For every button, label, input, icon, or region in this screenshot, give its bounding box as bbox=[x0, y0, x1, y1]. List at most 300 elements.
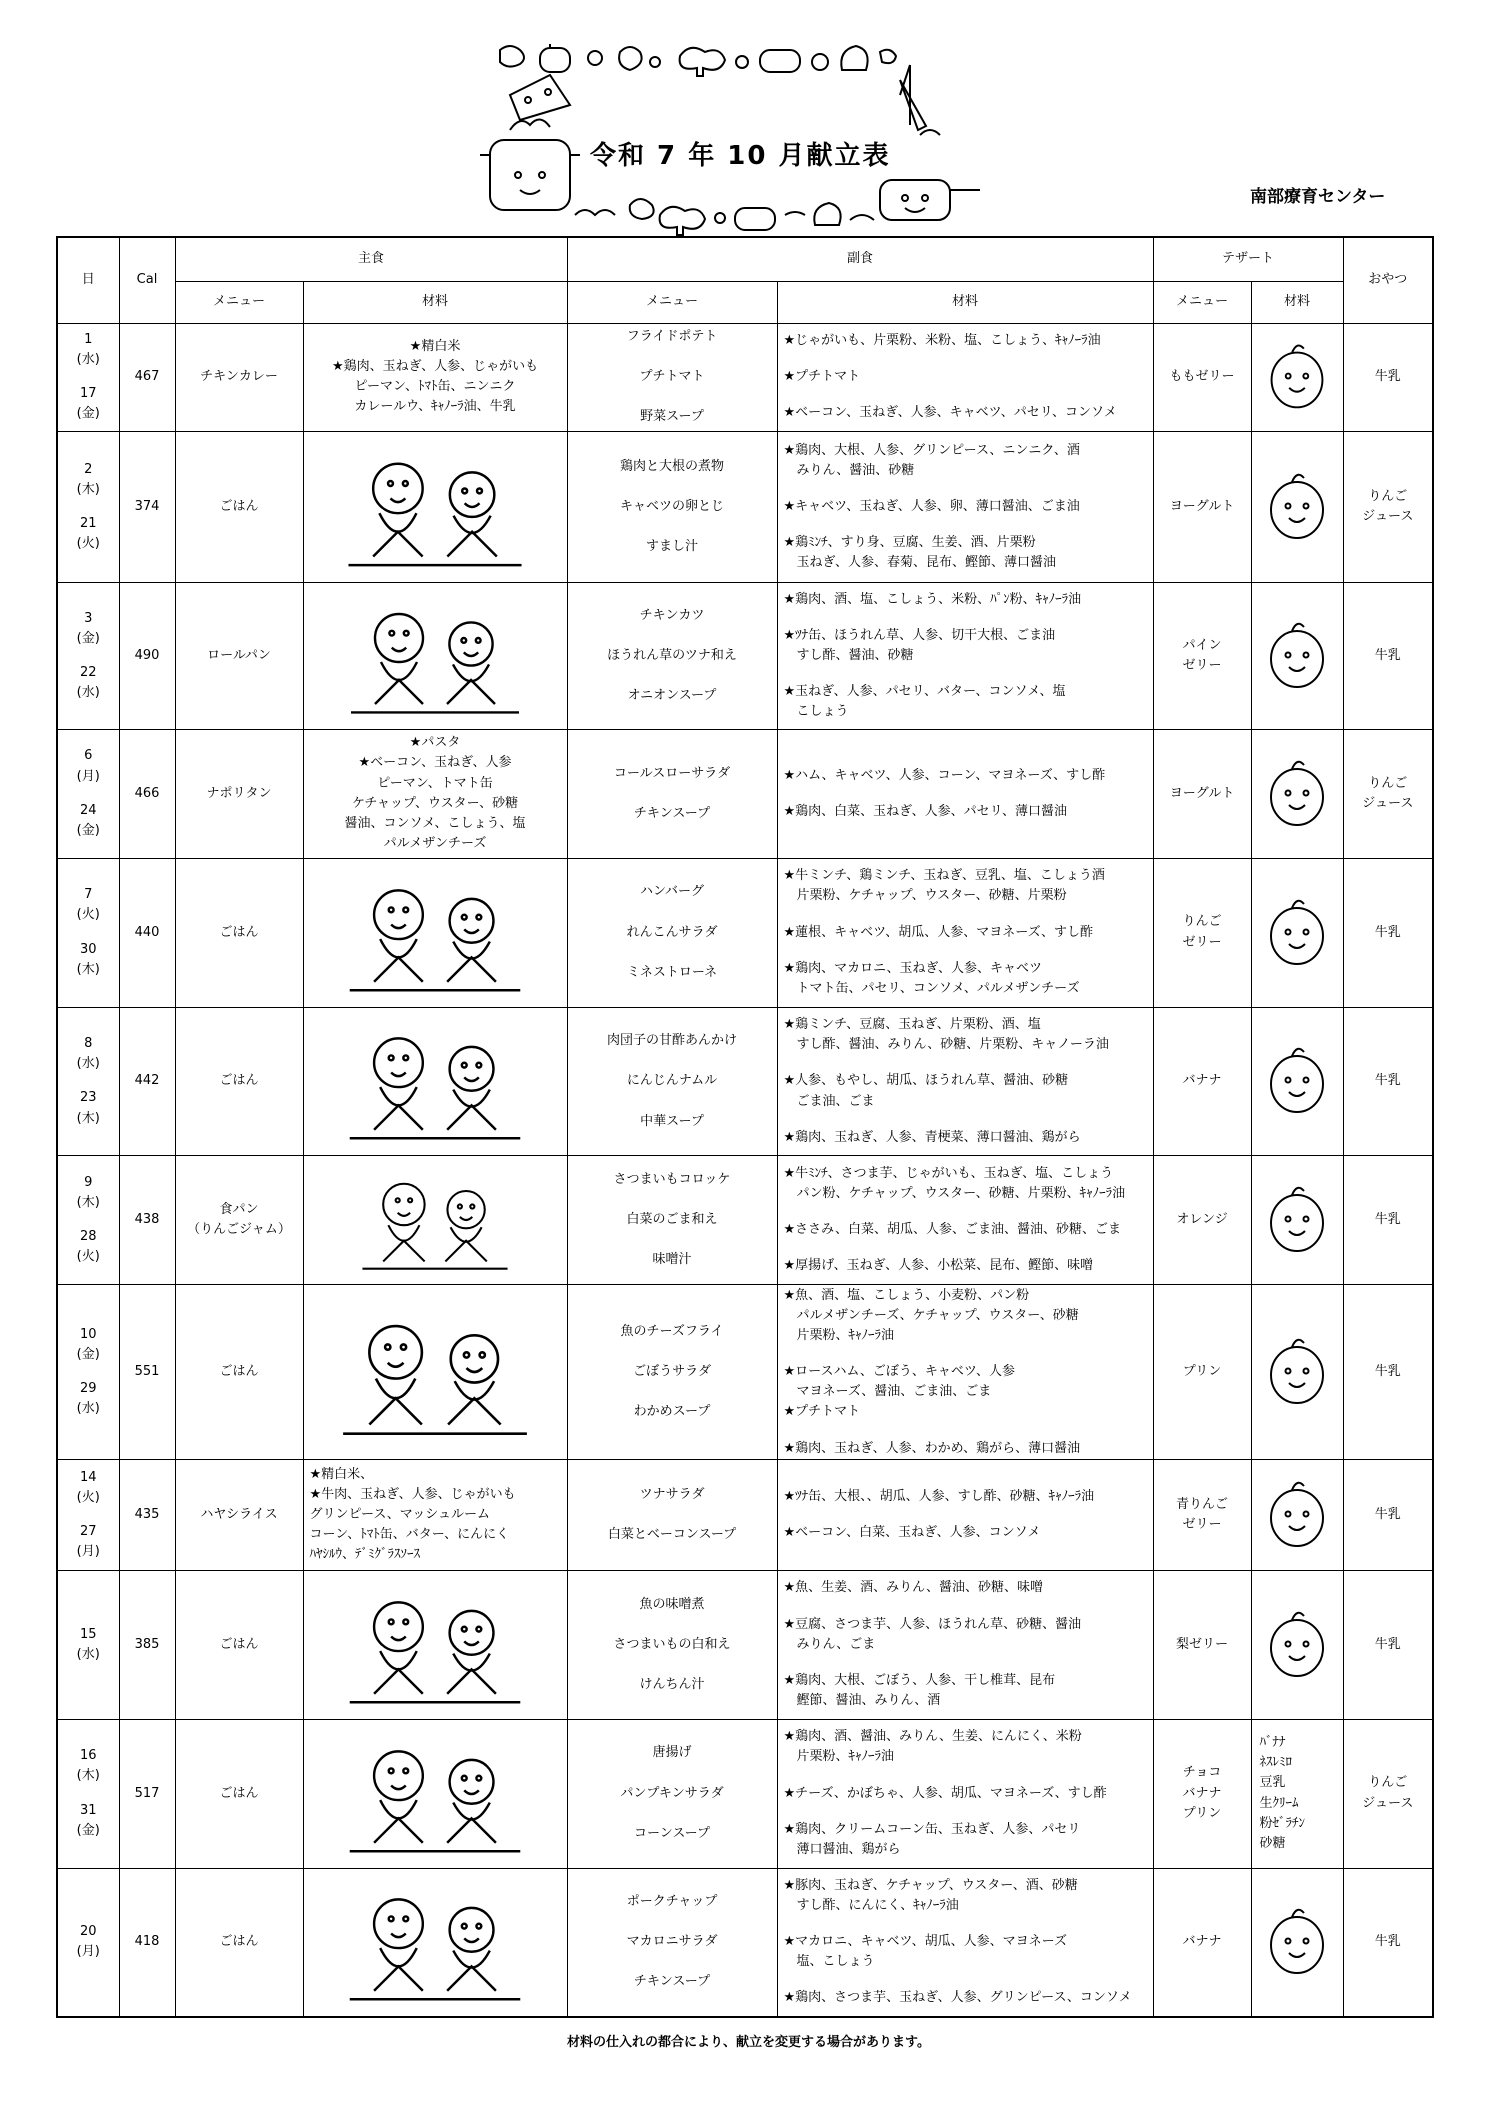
side-menu-item: パンプキンサラダ bbox=[620, 1785, 724, 1801]
dessert-ingredient-line: 砂糖 bbox=[1259, 1835, 1286, 1851]
side-ingredients-cell bbox=[777, 583, 1153, 730]
side-menu-item: ごぼうサラダ bbox=[633, 1364, 711, 1380]
side-ingredient-line: ★豆腐、さつま芋、人参、ほうれん草、砂糖、醤油 bbox=[783, 1616, 1082, 1632]
side-ingredient-line: ★鶏肉、玉ねぎ、人参、わかめ、鶏がら、薄口醤油 bbox=[783, 1440, 1081, 1456]
day-cell bbox=[57, 1868, 119, 2017]
side-ingredient-line: ★牛ミンチ、鶏ミンチ、玉ねぎ、豆乳、塩、こしょう酒 bbox=[783, 868, 1105, 884]
leaf-icon bbox=[880, 50, 896, 63]
day-label: (木) bbox=[76, 1110, 100, 1126]
side-menu-cell bbox=[567, 1460, 777, 1571]
day-label: (火) bbox=[76, 536, 100, 552]
staple-menu-cell bbox=[175, 1156, 303, 1285]
staple-ingredients-cell bbox=[303, 729, 567, 858]
side-ingredient-line: ★鶏肉、大根、ごぼう、人参、干し椎茸、昆布 bbox=[783, 1672, 1056, 1688]
day-label: (木) bbox=[76, 1768, 100, 1784]
dessert-menu-cell bbox=[1153, 323, 1251, 432]
day-label: 7 bbox=[84, 887, 93, 903]
staple-menu-name: ロールパン bbox=[207, 647, 271, 663]
side-ingredient-line: ★キャベツ、玉ねぎ、人参、卵、薄口醤油、ごま油 bbox=[783, 499, 1080, 515]
staple-ingredients-cell bbox=[303, 1868, 567, 2017]
kids-harvest-illustration bbox=[330, 1727, 540, 1861]
side-ingredients-cell bbox=[777, 323, 1153, 432]
dessert-ingredient-line: 豆乳 bbox=[1259, 1775, 1286, 1791]
day-label: 14 bbox=[79, 1469, 97, 1485]
snack-cell bbox=[1343, 1570, 1433, 1719]
staple-ingredient-line: ★鶏肉、玉ねぎ、人参、じゃがいも bbox=[331, 359, 539, 375]
staple-ingredients-cell bbox=[303, 1460, 567, 1571]
dessert-ingredient-line: ﾈｽﾚﾐﾛ bbox=[1259, 1755, 1293, 1771]
bird-family-illustration bbox=[330, 1875, 540, 2009]
side-ingredient-line: ★鶏肉、白菜、玉ねぎ、人参、パセリ、薄口醤油 bbox=[783, 803, 1068, 819]
calorie-cell: 551 bbox=[119, 1285, 175, 1460]
snack-name: 牛乳 bbox=[1374, 1636, 1401, 1652]
menu-row bbox=[57, 583, 1433, 730]
snack-cell bbox=[1343, 432, 1433, 583]
day-label: 10 bbox=[79, 1326, 97, 1342]
side-menu-item: 中華スープ bbox=[640, 1113, 704, 1129]
day-cell bbox=[57, 432, 119, 583]
day-cell bbox=[57, 583, 119, 730]
staple-ingredient-line: ★精白米、 bbox=[309, 1466, 374, 1482]
staple-ingredient-line: コーン、ﾄﾏﾄ缶、バター、にんにく bbox=[309, 1527, 510, 1543]
day-label: (水) bbox=[76, 1646, 100, 1662]
side-ingredient-line: ★ハム、キャベツ、人参、コーン、マヨネーズ、すし酢 bbox=[783, 767, 1106, 783]
snack-name: 牛乳 bbox=[1374, 1506, 1401, 1522]
staple-menu-name: ごはん bbox=[219, 1364, 259, 1380]
staple-ingredients-cell bbox=[303, 583, 567, 730]
staple-ingredients-cell bbox=[303, 1156, 567, 1285]
dessert-menu-cell bbox=[1153, 1285, 1251, 1460]
header-cal: Cal bbox=[119, 237, 175, 323]
calorie-cell: 517 bbox=[119, 1719, 175, 1868]
staple-ingredient-line: カレールウ、ｷｬﾉｰﾗ油、牛乳 bbox=[354, 399, 516, 415]
menu-row bbox=[57, 1719, 1433, 1868]
header-staple: 主食 bbox=[175, 237, 567, 281]
day-label: (火) bbox=[76, 907, 100, 923]
cheese-icon bbox=[510, 75, 570, 120]
dessert-character-icon bbox=[1262, 1887, 1332, 1997]
side-ingredient-line: ★マカロニ、キャベツ、胡瓜、人参、マヨネーズ bbox=[783, 1934, 1068, 1950]
menu-row bbox=[57, 858, 1433, 1007]
side-ingredient-line: ★プチトマト bbox=[783, 1404, 861, 1420]
menu-row bbox=[57, 1460, 1433, 1571]
side-ingredient-line: ★鶏肉、さつま芋、玉ねぎ、人参、グリンピース、コンソメ bbox=[783, 1990, 1132, 2006]
pumpkin-icon bbox=[540, 48, 570, 72]
dessert-character-icon bbox=[1262, 452, 1332, 562]
dessert-menu-name: チョコ バナナ プリン bbox=[1182, 1765, 1222, 1821]
side-menu-item: 肉団子の甘酢あんかけ bbox=[607, 1033, 738, 1049]
side-ingredient-line: パルメザンチーズ、ケチャップ、ウスター、砂糖 bbox=[783, 1307, 1079, 1323]
snack-cell bbox=[1343, 323, 1433, 432]
side-ingredient-line: 片栗粉、ｷｬﾉｰﾗ油 bbox=[783, 1749, 895, 1765]
header-staple-ingredients: 材料 bbox=[303, 281, 567, 323]
dessert-menu-cell bbox=[1153, 729, 1251, 858]
menu-table bbox=[56, 236, 1434, 2018]
side-ingredient-line: すし酢、醤油、砂糖 bbox=[783, 647, 914, 663]
footer-note: 材料の仕入れの都合により、献立を変更する場合があります。 bbox=[567, 2035, 930, 2050]
day-label: 28 bbox=[79, 1229, 97, 1245]
side-ingredients-cell bbox=[777, 1719, 1153, 1868]
organization-name: 南部療育センター bbox=[1250, 187, 1386, 207]
dessert-character-icon bbox=[1262, 1166, 1332, 1274]
day-label: (水) bbox=[76, 1401, 100, 1417]
broccoli-icon bbox=[680, 48, 725, 76]
side-menu-item: 白菜のごま和え bbox=[626, 1212, 718, 1228]
side-menu-item: さつまいもの白和え bbox=[613, 1636, 731, 1652]
day-label: 8 bbox=[84, 1036, 93, 1052]
day-label: 1 bbox=[84, 332, 93, 348]
carrot-icon bbox=[900, 80, 926, 130]
side-ingredient-line: ★ロースハム、ごぼう、キャベツ、人参 bbox=[783, 1364, 1016, 1380]
dessert-menu-name: バナナ bbox=[1182, 1073, 1222, 1089]
header-side-ingredients: 材料 bbox=[777, 281, 1153, 323]
side-ingredient-line: パン粉、ケチャップ、ウスター、砂糖、片栗粉、ｷｬﾉｰﾗ油 bbox=[783, 1186, 1126, 1202]
side-ingredient-line: ★鶏肉、玉ねぎ、人参、青梗菜、薄口醤油、鶏がら bbox=[783, 1129, 1081, 1145]
side-ingredient-line: ★ベーコン、玉ねぎ、人参、キャベツ、パセリ、コンソメ bbox=[783, 405, 1117, 421]
staple-ingredient-line: ピーマン、トマト缶 bbox=[377, 775, 493, 791]
day-label: 20 bbox=[79, 1924, 97, 1940]
staple-menu-cell bbox=[175, 1570, 303, 1719]
dessert-menu-name: オレンジ bbox=[1176, 1212, 1228, 1228]
dessert-menu-cell bbox=[1153, 432, 1251, 583]
snack-name: 牛乳 bbox=[1374, 369, 1401, 385]
calorie-cell: 440 bbox=[119, 858, 175, 1007]
side-menu-item: さつまいもコロッケ bbox=[613, 1172, 731, 1188]
day-label: 31 bbox=[79, 1802, 97, 1818]
staple-menu-name: ごはん bbox=[219, 1785, 259, 1801]
side-menu-item: チキンスープ bbox=[633, 805, 711, 821]
side-menu-item: 野菜スープ bbox=[640, 409, 704, 425]
side-menu-item: コールスローサラダ bbox=[613, 765, 731, 781]
staple-menu-cell bbox=[175, 1460, 303, 1571]
kids-ladder-illustration bbox=[330, 1014, 540, 1148]
day-label: (水) bbox=[76, 685, 100, 701]
day-label: 22 bbox=[79, 664, 97, 680]
menu-body bbox=[57, 323, 1433, 2017]
side-ingredients-cell bbox=[777, 858, 1153, 1007]
dessert-ingredients-cell bbox=[1251, 323, 1343, 432]
side-ingredient-line: ★鶏肉、酒、塩、こしょう、米粉、ﾊﾟﾝ粉、ｷｬﾉｰﾗ油 bbox=[783, 591, 1082, 607]
side-menu-item: ツナサラダ bbox=[639, 1486, 705, 1502]
staple-menu-cell bbox=[175, 432, 303, 583]
staple-ingredient-line: ケチャップ、ウスター、砂糖 bbox=[351, 795, 519, 811]
side-menu-cell bbox=[567, 729, 777, 858]
calorie-cell: 442 bbox=[119, 1007, 175, 1156]
side-menu-item: キャベツの卵とじ bbox=[620, 499, 725, 515]
side-ingredient-line: みりん、ごま bbox=[783, 1636, 876, 1652]
menu-row bbox=[57, 1570, 1433, 1719]
day-label: 17 bbox=[79, 386, 97, 402]
day-cell bbox=[57, 1285, 119, 1460]
side-menu-item: けんちん汁 bbox=[639, 1676, 705, 1692]
calorie-cell: 466 bbox=[119, 729, 175, 858]
dessert-ingredients-cell bbox=[1251, 858, 1343, 1007]
staple-ingredients-cell bbox=[303, 1719, 567, 1868]
side-ingredient-line: ★鶏ﾐﾝﾁ、すり身、豆腐、生姜、酒、片栗粉 bbox=[783, 535, 1036, 551]
snack-cell bbox=[1343, 1460, 1433, 1571]
day-label: 2 bbox=[84, 461, 93, 477]
staple-menu-name: ごはん bbox=[219, 1073, 259, 1089]
mice-cheering-illustration bbox=[330, 1297, 540, 1447]
staple-ingredient-line: ★パスタ bbox=[409, 735, 461, 751]
menu-row bbox=[57, 1868, 1433, 2017]
staple-menu-cell bbox=[175, 858, 303, 1007]
dessert-ingredients-cell bbox=[1251, 1570, 1343, 1719]
side-menu-item: チキンカツ bbox=[639, 607, 705, 623]
staple-ingredients-cell bbox=[303, 1285, 567, 1460]
dessert-menu-cell bbox=[1153, 1007, 1251, 1156]
staple-ingredients-cell bbox=[303, 323, 567, 432]
dessert-character-icon bbox=[1262, 1026, 1332, 1136]
dessert-menu-cell bbox=[1153, 1460, 1251, 1571]
side-menu-cell bbox=[567, 1007, 777, 1156]
snack-name: 牛乳 bbox=[1374, 647, 1401, 663]
dessert-menu-name: バナナ bbox=[1182, 1934, 1222, 1950]
side-menu-item: 白菜とベーコンスープ bbox=[607, 1526, 737, 1542]
staple-ingredient-line: ﾊﾔｼﾙｳ、ﾃﾞﾐｸﾞﾗｽｿｰｽ bbox=[309, 1547, 421, 1563]
day-label: (月) bbox=[76, 1944, 100, 1960]
staple-menu-cell bbox=[175, 323, 303, 432]
calorie-cell: 438 bbox=[119, 1156, 175, 1285]
side-ingredient-line: ★蓮根、キャベツ、胡瓜、人参、マヨネーズ、すし酢 bbox=[783, 924, 1094, 940]
dessert-menu-cell bbox=[1153, 583, 1251, 730]
staple-menu-name: ごはん bbox=[219, 924, 259, 940]
side-ingredient-line: ★ﾂﾅ缶、ほうれん草、人参、切干大根、ごま油 bbox=[783, 627, 1056, 643]
side-ingredient-line: 片栗粉、ケチャップ、ウスター、砂糖、片栗粉 bbox=[783, 888, 1067, 904]
side-ingredient-line: ごま油、ごま bbox=[783, 1093, 875, 1109]
dessert-ingredients-cell bbox=[1251, 729, 1343, 858]
side-menu-item: 魚の味噌煮 bbox=[639, 1596, 705, 1612]
side-menu-item: 味噌汁 bbox=[652, 1252, 692, 1268]
snack-cell bbox=[1343, 1156, 1433, 1285]
side-ingredient-line: ★玉ねぎ、人参、パセリ、バター、コンソメ、塩 bbox=[783, 684, 1066, 700]
side-ingredient-line: ★じゃがいも、片栗粉、米粉、塩、こしょう、ｷｬﾉｰﾗ油 bbox=[783, 333, 1101, 349]
side-menu-item: ほうれん草のツナ和え bbox=[607, 647, 737, 663]
dessert-ingredients-cell bbox=[1251, 432, 1343, 583]
day-label: (金) bbox=[76, 630, 100, 646]
day-cell bbox=[57, 1570, 119, 1719]
bean-icon bbox=[500, 46, 524, 67]
side-ingredient-line: ★鶏肉、大根、人参、グリンピース、ニンニク、酒 bbox=[783, 442, 1080, 458]
side-menu-cell bbox=[567, 1156, 777, 1285]
calorie-cell: 418 bbox=[119, 1868, 175, 2017]
dessert-character-icon bbox=[1262, 1317, 1332, 1427]
side-ingredient-line: ★鶏肉、酒、醤油、みりん、生姜、にんにく、米粉 bbox=[783, 1729, 1082, 1745]
dessert-menu-name: 青りんご ゼリー bbox=[1176, 1496, 1229, 1532]
staple-ingredient-line: グリンピース、マッシュルーム bbox=[309, 1506, 490, 1522]
dessert-character-icon bbox=[1262, 601, 1332, 711]
side-menu-item: ハンバーグ bbox=[639, 884, 705, 900]
side-ingredient-line: ★人参、もやし、胡瓜、ほうれん草、醤油、砂糖 bbox=[783, 1073, 1069, 1089]
snack-name: りんご ジュース bbox=[1362, 775, 1414, 811]
dessert-ingredients-cell bbox=[1251, 1156, 1343, 1285]
calorie-cell: 385 bbox=[119, 1570, 175, 1719]
side-ingredient-line: ★牛ﾐﾝﾁ、さつま芋、じゃがいも、玉ねぎ、塩、こしょう bbox=[783, 1165, 1114, 1181]
day-label: 30 bbox=[79, 941, 97, 957]
dessert-menu-name: ももゼリー bbox=[1169, 369, 1235, 385]
side-ingredient-line: 薄口醤油、鶏がら bbox=[783, 1841, 901, 1857]
pot-icon bbox=[490, 140, 570, 210]
menu-row bbox=[57, 1285, 1433, 1460]
side-menu-cell bbox=[567, 1285, 777, 1460]
side-ingredient-line: ★豚肉、玉ねぎ、ケチャップ、ウスター、酒、砂糖 bbox=[783, 1877, 1078, 1893]
staple-ingredient-line: ピーマン、ﾄﾏﾄ缶、ニンニク bbox=[354, 379, 516, 395]
day-cell bbox=[57, 1460, 119, 1571]
staple-ingredients-cell bbox=[303, 858, 567, 1007]
dessert-menu-cell bbox=[1153, 1156, 1251, 1285]
side-ingredient-line: みりん、醤油、砂糖 bbox=[783, 462, 915, 478]
side-ingredients-cell bbox=[777, 1460, 1153, 1571]
header-side-menu: メニュー bbox=[567, 281, 777, 323]
dessert-ingredients-cell bbox=[1251, 1007, 1343, 1156]
side-ingredient-line: ★ﾂﾅ缶、大根、、胡瓜、人参、すし酢、砂糖、ｷｬﾉｰﾗ油 bbox=[783, 1488, 1095, 1504]
dessert-character-icon bbox=[1262, 1590, 1332, 1700]
staple-menu-name: ナポリタン bbox=[206, 785, 272, 801]
dessert-character-icon bbox=[1262, 740, 1332, 848]
calorie-cell: 467 bbox=[119, 323, 175, 432]
menu-row bbox=[57, 432, 1433, 583]
dessert-ingredients-cell bbox=[1251, 1868, 1343, 2017]
side-ingredient-line: ★厚揚げ、玉ねぎ、人参、小松菜、昆布、鰹節、味噌 bbox=[783, 1258, 1094, 1274]
kids-autumn-illustration bbox=[330, 1163, 540, 1277]
staple-ingredient-line: ★精白米 bbox=[409, 339, 461, 355]
day-label: 24 bbox=[79, 802, 97, 818]
dessert-character-icon bbox=[1262, 878, 1332, 988]
day-label: 3 bbox=[84, 610, 93, 626]
header-staple-menu: メニュー bbox=[175, 281, 303, 323]
staple-ingredient-line: ★牛肉、玉ねぎ、人参、じゃがいも bbox=[309, 1486, 516, 1502]
day-label: (木) bbox=[76, 481, 100, 497]
day-label: (月) bbox=[76, 1544, 100, 1560]
snack-cell bbox=[1343, 858, 1433, 1007]
side-ingredients-cell bbox=[777, 1007, 1153, 1156]
menu-row bbox=[57, 323, 1433, 432]
side-ingredient-line: 玉ねぎ、人参、春菊、昆布、鰹節、薄口醤油 bbox=[783, 555, 1056, 571]
day-cell bbox=[57, 1156, 119, 1285]
day-label: (金) bbox=[76, 822, 100, 838]
side-menu-item: わかめスープ bbox=[633, 1404, 711, 1420]
staple-menu-name: ごはん bbox=[219, 1934, 259, 1950]
snack-cell bbox=[1343, 729, 1433, 858]
side-menu-item: フライドポテト bbox=[626, 329, 718, 345]
side-menu-item: ポークチャップ bbox=[626, 1894, 718, 1910]
side-menu-cell bbox=[567, 1570, 777, 1719]
day-label: 21 bbox=[79, 516, 97, 532]
side-ingredient-line: マヨネーズ、醤油、ごま油、ごま bbox=[783, 1384, 992, 1400]
side-ingredient-line: ★魚、生姜、酒、みりん、醤油、砂糖、味噌 bbox=[783, 1580, 1043, 1596]
day-cell bbox=[57, 1719, 119, 1868]
snack-name: りんご ジュース bbox=[1362, 1775, 1414, 1811]
garlic-icon bbox=[841, 46, 867, 70]
header-dessert-menu: メニュー bbox=[1153, 281, 1251, 323]
staple-menu-name: ハヤシライス bbox=[200, 1506, 278, 1522]
staple-menu-cell bbox=[175, 1285, 303, 1460]
children-playing-illustration bbox=[330, 439, 540, 575]
side-ingredient-line: 片栗粉、ｷｬﾉｰﾗ油 bbox=[783, 1327, 895, 1343]
side-menu-cell bbox=[567, 1719, 777, 1868]
dessert-menu-cell bbox=[1153, 1868, 1251, 2017]
side-ingredients-cell bbox=[777, 1570, 1153, 1719]
side-ingredients-cell bbox=[777, 729, 1153, 858]
side-ingredients-cell bbox=[777, 432, 1153, 583]
dessert-character-icon bbox=[1262, 333, 1332, 421]
staple-menu-cell bbox=[175, 1007, 303, 1156]
staple-menu-cell bbox=[175, 1868, 303, 2017]
dessert-menu-name: ヨーグルト bbox=[1169, 785, 1235, 801]
side-ingredient-line: ★チーズ、かぼちゃ、人参、胡瓜、マヨネーズ、すし酢 bbox=[783, 1785, 1107, 1801]
rabbit-bear-illustration bbox=[330, 1578, 540, 1712]
day-label: (月) bbox=[76, 768, 100, 784]
side-menu-item: ミネストローネ bbox=[626, 964, 718, 980]
side-ingredient-line: こしょう bbox=[783, 704, 849, 720]
day-label: 29 bbox=[79, 1381, 97, 1397]
dessert-ingredient-line: 生ｸﾘｰﾑ bbox=[1259, 1795, 1299, 1811]
day-label: 9 bbox=[84, 1174, 93, 1190]
dessert-ingredient-line: ﾊﾞﾅﾅ bbox=[1259, 1735, 1286, 1751]
side-menu-item: すまし汁 bbox=[646, 539, 699, 555]
side-ingredient-line: ★ベーコン、白菜、玉ねぎ、人参、コンソメ bbox=[783, 1524, 1041, 1540]
menu-row bbox=[57, 1007, 1433, 1156]
snack-name: りんご ジュース bbox=[1362, 488, 1414, 525]
side-ingredients-cell bbox=[777, 1156, 1153, 1285]
side-ingredient-line: すし酢、醤油、みりん、砂糖、片栗粉、キャノーラ油 bbox=[783, 1037, 1109, 1053]
dessert-menu-name: パイン ゼリー bbox=[1182, 637, 1222, 673]
side-menu-item: 鶏肉と大根の煮物 bbox=[620, 458, 725, 474]
snack-cell bbox=[1343, 583, 1433, 730]
day-label: (火) bbox=[76, 1489, 100, 1505]
side-menu-item: チキンスープ bbox=[633, 1974, 711, 1990]
side-ingredient-line: すし酢、にんにく、ｷｬﾉｰﾗ油 bbox=[783, 1898, 959, 1914]
side-ingredient-line: トマト缶、パセリ、コンソメ、パルメザンチーズ bbox=[783, 980, 1080, 996]
calorie-cell: 435 bbox=[119, 1460, 175, 1571]
page-title: 令和 7 年 10 月献立表 bbox=[590, 141, 891, 171]
staple-ingredients-cell bbox=[303, 1570, 567, 1719]
day-label: 27 bbox=[79, 1523, 97, 1539]
side-menu-cell bbox=[567, 1868, 777, 2017]
dessert-ingredient-line: 粉ｾﾞﾗﾁﾝ bbox=[1259, 1815, 1306, 1831]
side-ingredient-line: ★鶏肉、マカロニ、玉ねぎ、人参、キャベツ bbox=[783, 960, 1043, 976]
side-menu-cell bbox=[567, 858, 777, 1007]
dessert-ingredients-cell bbox=[1251, 1460, 1343, 1571]
day-label: (水) bbox=[76, 1056, 100, 1072]
potato-icon bbox=[619, 47, 642, 70]
day-label: 15 bbox=[79, 1626, 97, 1642]
side-menu-item: コーンスープ bbox=[633, 1825, 711, 1841]
side-menu-cell bbox=[567, 583, 777, 730]
dessert-menu-name: ヨーグルト bbox=[1169, 499, 1235, 515]
side-ingredient-line: ★魚、酒、塩、こしょう、小麦粉、パン粉 bbox=[783, 1287, 1030, 1303]
snack-cell bbox=[1343, 1719, 1433, 1868]
day-cell bbox=[57, 858, 119, 1007]
meat-icon bbox=[760, 50, 800, 72]
day-label: 23 bbox=[79, 1090, 97, 1106]
snack-cell bbox=[1343, 1007, 1433, 1156]
staple-menu-name: ごはん bbox=[219, 1636, 259, 1652]
side-menu-item: プチトマト bbox=[639, 369, 705, 385]
side-ingredients-cell bbox=[777, 1285, 1153, 1460]
staple-ingredient-line: ★ベーコン、玉ねぎ、人参 bbox=[358, 755, 512, 771]
calorie-cell: 374 bbox=[119, 432, 175, 583]
day-label: (木) bbox=[76, 1195, 100, 1211]
dessert-menu-cell bbox=[1153, 1570, 1251, 1719]
dessert-menu-cell bbox=[1153, 858, 1251, 1007]
header-dessert-ingredients: 材料 bbox=[1251, 281, 1343, 323]
side-menu-item: れんこんサラダ bbox=[626, 924, 718, 940]
day-label: 6 bbox=[84, 748, 93, 764]
snack-name: 牛乳 bbox=[1374, 1073, 1401, 1089]
snack-cell bbox=[1343, 1868, 1433, 2017]
dessert-menu-name: りんご ゼリー bbox=[1182, 914, 1222, 950]
